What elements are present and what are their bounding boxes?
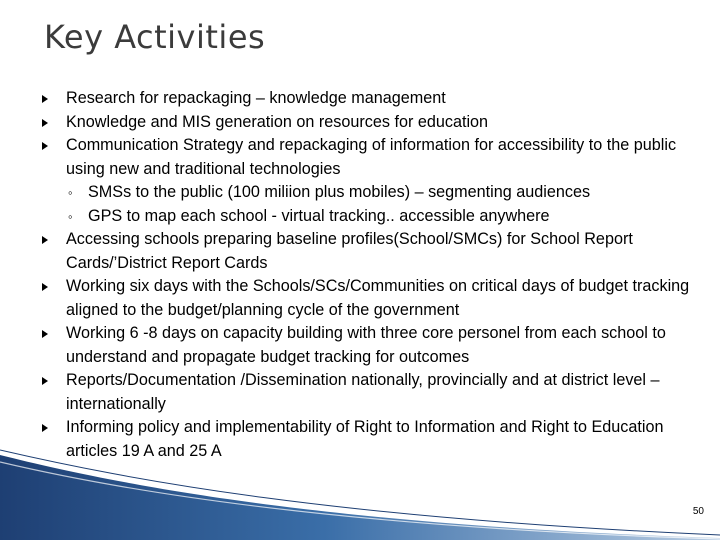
slide-title: Key Activities bbox=[44, 18, 266, 56]
ring-bullet-icon: ◦ bbox=[68, 208, 73, 224]
bullet-text: Working 6 -8 days on capacity building with three core personel from each school to understand and propagate budget tracking for outcomes bbox=[66, 324, 666, 366]
bullet-text: Reports/Documentation /Dissemination nationally, provincially and at district level – internationally bbox=[66, 371, 660, 413]
sub-bullet-text: GPS to map each school - virtual tracking.. accessible anywhere bbox=[88, 206, 550, 225]
bullet-text: Accessing schools preparing baseline profiles(School/SMCs) for School Report Cards/’District Report Cards bbox=[66, 230, 633, 272]
bullet-item bbox=[40, 275, 690, 322]
triangle-arrow-icon bbox=[42, 142, 48, 150]
bullet-text: Research for repackaging – knowledge management bbox=[66, 89, 446, 107]
bullet-item bbox=[40, 111, 690, 135]
bullet-text: Knowledge and MIS generation on resources for education bbox=[66, 112, 489, 131]
bullet-list bbox=[40, 87, 690, 463]
triangle-arrow-icon bbox=[42, 424, 48, 432]
bullet-item bbox=[40, 134, 690, 181]
sub-bullet-text: SMSs to the public (100 miliion plus mobiles) – segmenting audiences bbox=[88, 183, 591, 201]
ring-bullet-icon: ◦ bbox=[68, 185, 73, 200]
bullet-item bbox=[40, 228, 690, 275]
triangle-arrow-icon bbox=[42, 283, 48, 291]
bullet-text: Informing policy and implementability of Right to Information and Right to Education articles 19 A and 25 A bbox=[66, 418, 664, 460]
triangle-arrow-icon bbox=[42, 377, 48, 385]
decorative-swoosh bbox=[0, 440, 720, 540]
bullet-text: Working six days with the Schools/SCs/Communities on critical days of budget tracking aligned to the budget/planning cycle of the government bbox=[66, 277, 690, 319]
triangle-arrow-icon bbox=[42, 95, 48, 103]
triangle-arrow-icon bbox=[42, 330, 48, 338]
bullet-text: Communication Strategy and repackaging of information for accessibility to the public using new and traditional technologies bbox=[66, 136, 677, 178]
bullet-item bbox=[40, 322, 690, 369]
triangle-arrow-icon bbox=[42, 236, 48, 244]
sub-bullet-item bbox=[40, 205, 690, 229]
bullet-item bbox=[40, 87, 690, 111]
swoosh-shape bbox=[0, 455, 720, 540]
sub-bullet-item bbox=[40, 181, 690, 205]
bullet-item bbox=[40, 369, 690, 416]
triangle-arrow-icon bbox=[42, 119, 48, 127]
page-number: 50 bbox=[692, 506, 704, 517]
